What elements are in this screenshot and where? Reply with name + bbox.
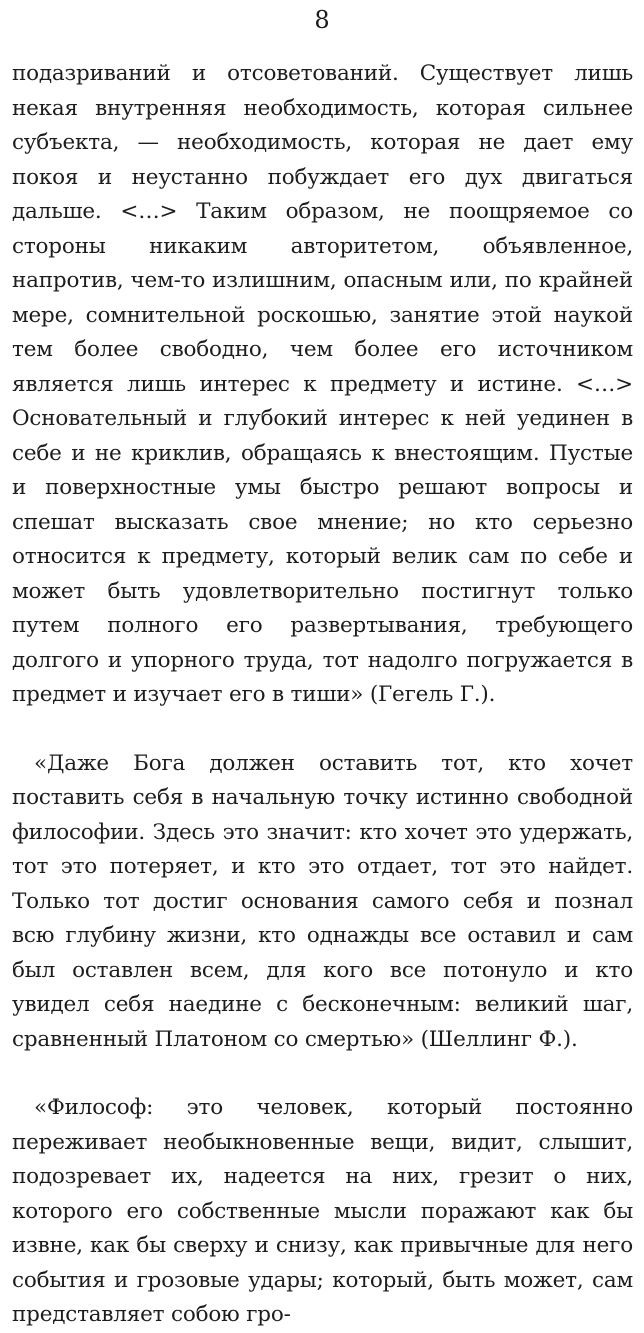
paragraph-gap — [12, 1057, 633, 1091]
paragraph-nietzsche-quote: «Философ: это человек, который постоянно переживает необыкновенные вещи, видит, слышит, подозревает их, надеется на них, грезит о них, которого его собственные мысли поражают как бы извне, как бы сверху и снизу, как привычные для него события и грозовые удары; который, быть может, сам представляет собою гро- — [12, 1095, 633, 1327]
paragraph-hegel-quote: подазриваний и отсоветований. Существует лишь некая внутренняя необходимость, которая сильнее субъекта, — необходимость, которая не дает ему покоя и неустанно побуждает его дух двигаться дальше. <…> Таким образом, не поощряемое со стороны никаким авторитетом, объявленное, напротив, чем-то излишним, опасным или, по крайней мере, сомнительной роскошью, занятие этой наукой тем более свободно, чем более его источником является лишь интерес к предмету и истине. <…> Основательный и глубокий интерес к ней уединен в себе и не криклив, обращаясь к внестоящим. Пустые и поверхностные умы быстро решают вопросы и спешат высказать свое мнение; но кто серьезно относится к предмету, который велик сам по себе и может быть удовлетворительно постигнут только путем полного его развертывания, требующего долгого и упорного труда, тот надолго погружается в предмет и изучает его в тиши» (Гегель Г.). — [12, 61, 633, 707]
page-body — [12, 57, 633, 1333]
paragraph-gap — [12, 713, 633, 747]
paragraph-schelling-quote: «Даже Бога должен оставить тот, кто хочет поставить себя в начальную точку истинно свободной философии. Здесь это значит: кто хочет это удержать, тот это потеряет, и кто это отдает, тот это найдет. Только тот достиг основания самого себя и познал всю глубину жизни, кто однажды все оставил и сам был оставлен всем, для кого все потонуло и кто увидел себя наедине с бесконечным: великий шаг, сравненный Платоном со смертью» (Шеллинг Ф.). — [12, 750, 633, 1052]
page-number: 8 — [314, 6, 330, 34]
